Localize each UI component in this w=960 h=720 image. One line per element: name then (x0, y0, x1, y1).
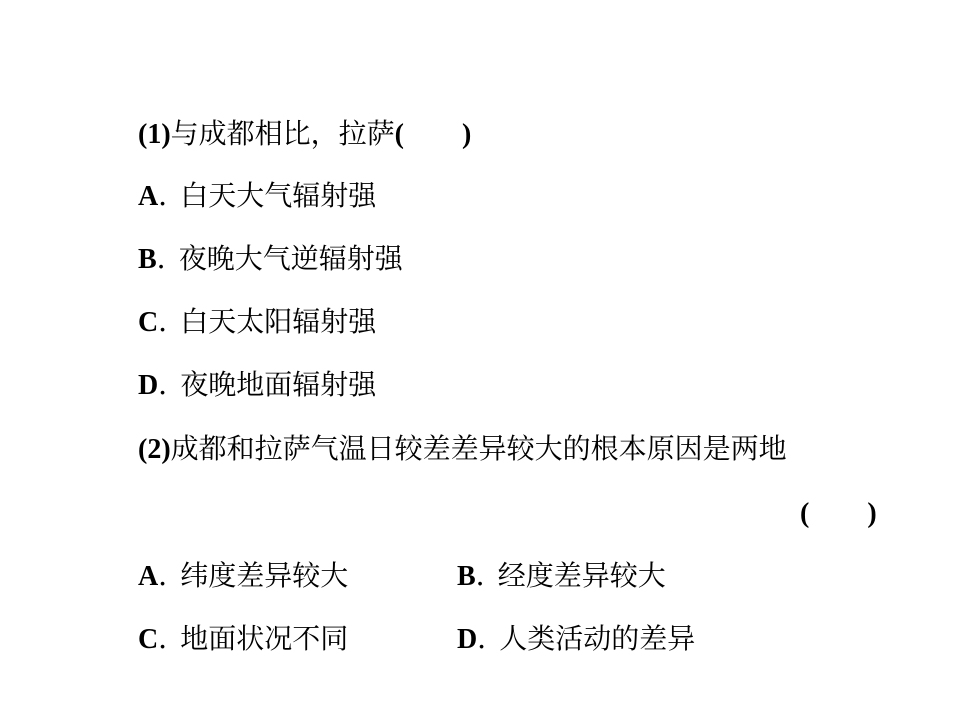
q1-stem (138, 114, 471, 154)
option-text: 纬度差异较大 (180, 559, 349, 592)
option-text: 夜晚地面辐射强 (180, 368, 377, 401)
option-label: B (457, 561, 476, 592)
q2-option-d[interactable] (457, 619, 695, 659)
option-label: D (138, 370, 159, 401)
option-separator: ． (158, 559, 187, 592)
q2-option-a[interactable] (138, 556, 348, 596)
option-label: A (138, 181, 159, 212)
option-label: C (138, 624, 159, 655)
option-separator: ． (158, 305, 187, 338)
option-label: D (457, 624, 478, 655)
q2-answer-paren (800, 493, 877, 533)
q1-option-b[interactable] (138, 239, 403, 279)
option-label: A (138, 561, 159, 592)
q1-option-d[interactable] (138, 365, 376, 405)
q2-option-c[interactable] (138, 619, 348, 659)
option-text: 白天大气辐射强 (180, 179, 377, 212)
option-text: 白天太阳辐射强 (180, 305, 377, 338)
option-separator: ． (158, 622, 187, 655)
option-text: 夜晚大气逆辐射强 (178, 242, 403, 275)
q2-paren-open: ( (800, 498, 810, 529)
q2-option-b[interactable] (457, 556, 666, 596)
option-separator: ． (158, 179, 187, 212)
q1-option-a[interactable] (138, 176, 376, 216)
option-text: 人类活动的差异 (499, 622, 696, 655)
option-text: 经度差异较大 (497, 559, 666, 592)
q1-paren-open: ( (394, 119, 404, 150)
option-separator: ． (158, 368, 187, 401)
option-text: 地面状况不同 (180, 622, 349, 655)
option-separator: ． (156, 242, 185, 275)
q1-paren-close: ) (462, 119, 472, 150)
q2-paren-close: ) (867, 498, 877, 529)
option-label: C (138, 307, 159, 338)
q2-stem-text: 成都和拉萨气温日较差差异较大的根本原因是两地 (170, 432, 787, 465)
option-separator: ． (475, 559, 504, 592)
q1-number: (1) (138, 119, 171, 150)
option-label: B (138, 244, 157, 275)
option-separator: ． (477, 622, 506, 655)
q1-option-c[interactable] (138, 302, 376, 342)
q2-stem (138, 429, 787, 469)
q1-stem-text: 与成都相比，拉萨 (170, 117, 395, 150)
q2-number: (2) (138, 434, 171, 465)
